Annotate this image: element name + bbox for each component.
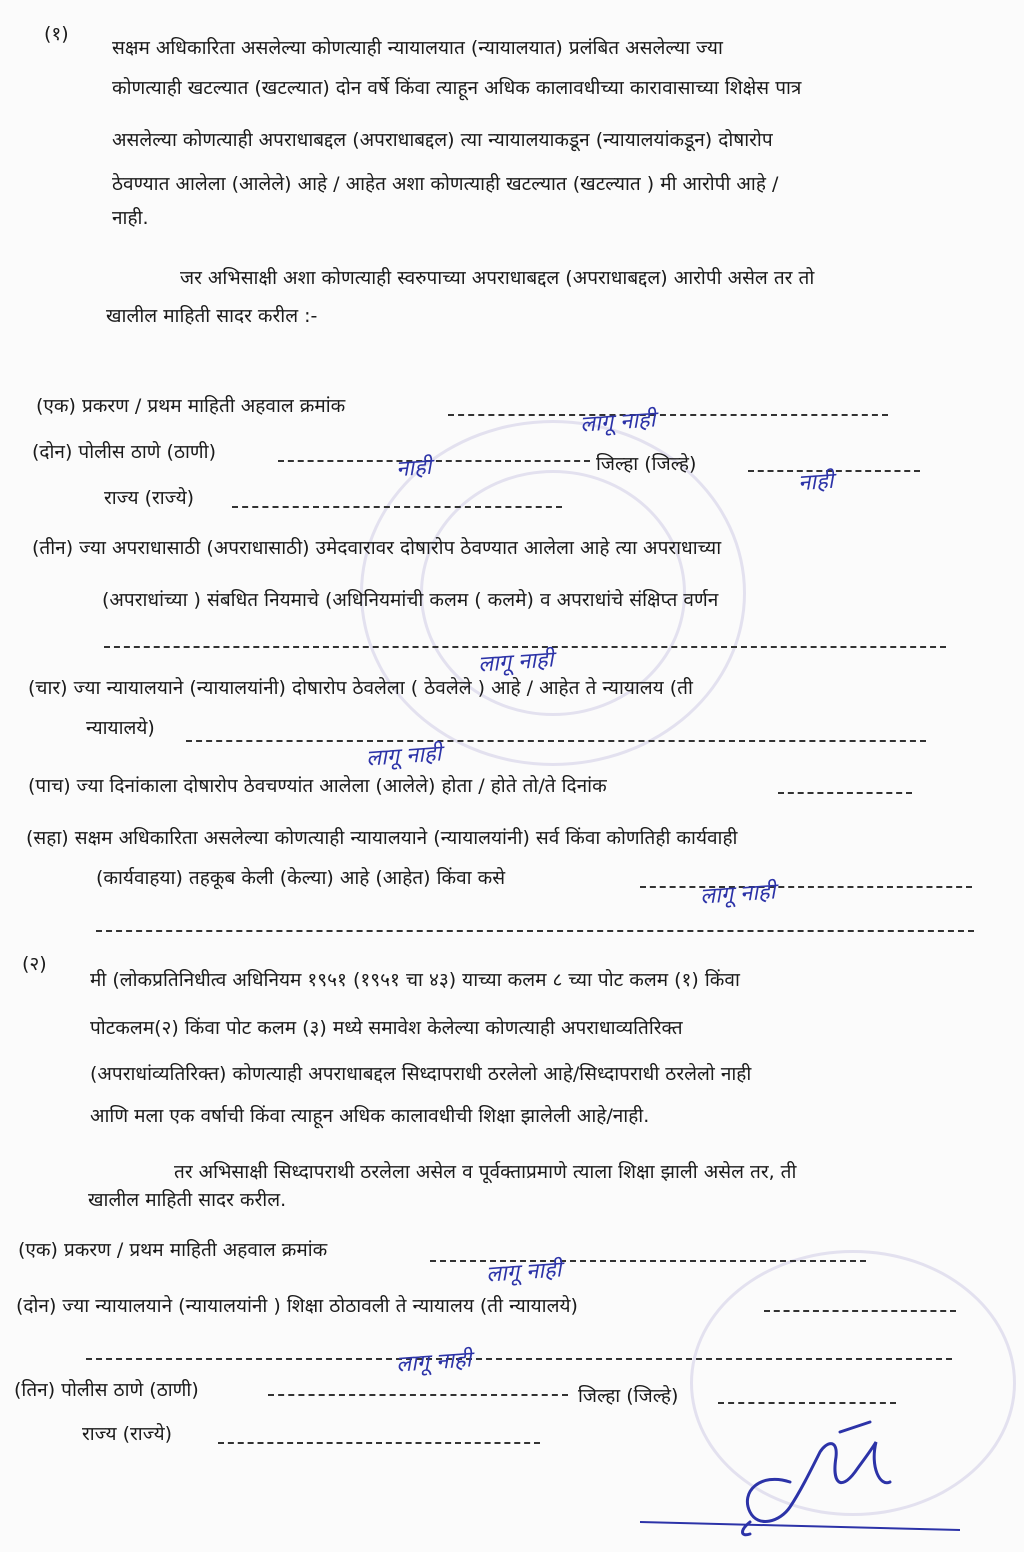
section2-intro-line: तर अभिसाक्षी सिध्दापराथी ठरलेला असेल व पूर्वक्ताप्रमाणे त्याला शिक्षा झाली असेल तर, ती xyxy=(174,1161,797,1183)
s1-item2-state-line xyxy=(232,506,562,508)
section2-para-line: (अपराधांव्यतिरिक्त) कोणत्याही अपराधाबद्दल सिध्दापराधी ठरलेलो आहे/सिध्दापराधी ठरलेलो नाही xyxy=(90,1063,752,1085)
signature xyxy=(640,1412,960,1552)
section2-para-line: आणि मला एक वर्षाची किंवा त्याहून अधिक कालावधीची शिक्षा झालेली आहे/नाही. xyxy=(90,1105,650,1127)
s1-item4-handwriting: लागू नाही xyxy=(365,741,443,772)
section1-para-line: सक्षम अधिकारिता असलेल्या कोणत्याही न्यायालयात (न्यायालयात) प्रलंबित असलेल्या ज्या xyxy=(112,37,723,59)
s1-item4-line: न्यायालये) xyxy=(86,717,155,739)
s1-item2-district-line xyxy=(748,470,920,472)
s1-item2-district-label: जिल्हा (जिल्हे) xyxy=(596,453,697,475)
s1-item6-line-fill xyxy=(640,886,972,888)
s1-item6-line: (कार्यवाहया) तहकूब केली (केल्या) आहे (आहेत) किंवा कसे xyxy=(96,867,506,889)
s1-item6-line: (सहा) सक्षम अधिकारिता असलेल्या कोणत्याही न्यायालयाने (न्यायालयांनी) सर्व किंवा कोणतिही कार्यवाही xyxy=(26,827,738,849)
section1-intro-line: खालील माहिती सादर करील :- xyxy=(106,305,318,327)
s1-item4-line: (चार) ज्या न्यायालयाने (न्यायालयांनी) दोषारोप ठेवलेला ( ठेवलेले ) आहे / आहेत ते न्यायालय (ती xyxy=(28,677,693,699)
s2-item2-line xyxy=(764,1310,956,1312)
s1-item4-line-fill xyxy=(186,740,926,742)
section1-number: (१) xyxy=(44,23,69,45)
section1-intro-line: जर अभिसाक्षी अशा कोणत्याही स्वरुपाच्या अपराधाबद्दल (अपराधाबद्दल) आरोपी असेल तर तो xyxy=(180,267,815,289)
s2-item3-label: (तिन) पोलीस ठाणे (ठाणी) xyxy=(14,1379,199,1401)
s1-item6-line-fill2 xyxy=(96,930,974,932)
s1-item5-line xyxy=(778,792,912,794)
s2-item2-label: (दोन) ज्या न्यायालयाने (न्यायालयांनी ) शिक्षा ठोठावली ते न्यायालय (ती न्यायालये) xyxy=(16,1295,578,1317)
s2-item3-state-label: राज्य (राज्ये) xyxy=(82,1423,173,1445)
s1-item1-label: (एक) प्रकरण / प्रथम माहिती अहवाल क्रमांक xyxy=(36,395,346,417)
s2-item3-state-line xyxy=(218,1442,540,1444)
section2-number: (२) xyxy=(22,953,47,975)
section2-para-line: पोटकलम(२) किंवा पोट कलम (३) मध्ये समावेश केलेल्या कोणत्याही अपराधाव्यतिरिक्त xyxy=(90,1017,683,1039)
s1-item2-district-handwriting: नाही xyxy=(797,468,835,497)
s2-item3-district-label: जिल्हा (जिल्हे) xyxy=(578,1385,679,1407)
section1-para-line: ठेवण्यात आलेला (आलेले) आहे / आहेत अशा कोणत्याही खटल्यात (खटल्यात ) मी आरोपी आहे / xyxy=(112,173,779,195)
s1-item6-handwriting: लागू नाही xyxy=(699,879,777,910)
s2-item1-handwriting: लागू नाही xyxy=(485,1257,563,1288)
s1-item3-handwriting: लागू नाही xyxy=(477,647,555,678)
s1-item1-line xyxy=(448,414,888,416)
s2-item2-line-fill xyxy=(86,1358,952,1360)
s1-item2-label: (दोन) पोलीस ठाणे (ठाणी) xyxy=(32,441,216,463)
s1-item1-handwriting: लागू नाही xyxy=(579,407,657,438)
s2-item3-district-line xyxy=(718,1402,896,1404)
section1-para-line: नाही. xyxy=(112,207,149,229)
section1-para-line: कोणत्याही खटल्यात (खटल्यात) दोन वर्षे किंवा त्याहून अधिक कालावधीच्या कारावासाच्या शिक्षेस पात्र xyxy=(112,77,802,99)
s1-item3-line: (अपराधांच्या ) संबधित नियमाचे (अधिनियमांची कलम ( कलमे) व अपराधांचे संक्षिप्त वर्णन xyxy=(102,589,719,611)
s1-item2-handwriting: नाही xyxy=(395,454,433,483)
s2-item2-handwriting: लागू नाही xyxy=(395,1347,473,1378)
s1-item2-state-label: राज्य (राज्ये) xyxy=(104,487,195,509)
s2-item1-label: (एक) प्रकरण / प्रथम माहिती अहवाल क्रमांक xyxy=(18,1239,328,1261)
section1-para-line: असलेल्या कोणत्याही अपराधाबद्दल (अपराधाबद्दल) त्या न्यायालयाकडून (न्यायालयांकडून) दोषारोप xyxy=(112,129,773,151)
s1-item3-line: (तीन) ज्या अपराधासाठी (अपराधासाठी) उमेदवारावर दोषारोप ठेवण्यात आलेला आहे त्या अपराधाच्या xyxy=(32,537,722,559)
s1-item5-label: (पाच) ज्या दिनांकाला दोषारोप ठेवचण्यांत आलेला (आलेले) होता / होते तो/ते दिनांक xyxy=(28,775,607,797)
section2-para-line: मी (लोकप्रतिनिधीत्व अधिनियम १९५१ (१९५१ चा ४३) याच्या कलम ८ च्या पोट कलम (१) किंवा xyxy=(90,969,740,991)
s2-item3-line xyxy=(268,1394,568,1396)
section2-intro-line: खालील माहिती सादर करील. xyxy=(88,1189,287,1211)
s1-item2-line xyxy=(278,460,590,462)
